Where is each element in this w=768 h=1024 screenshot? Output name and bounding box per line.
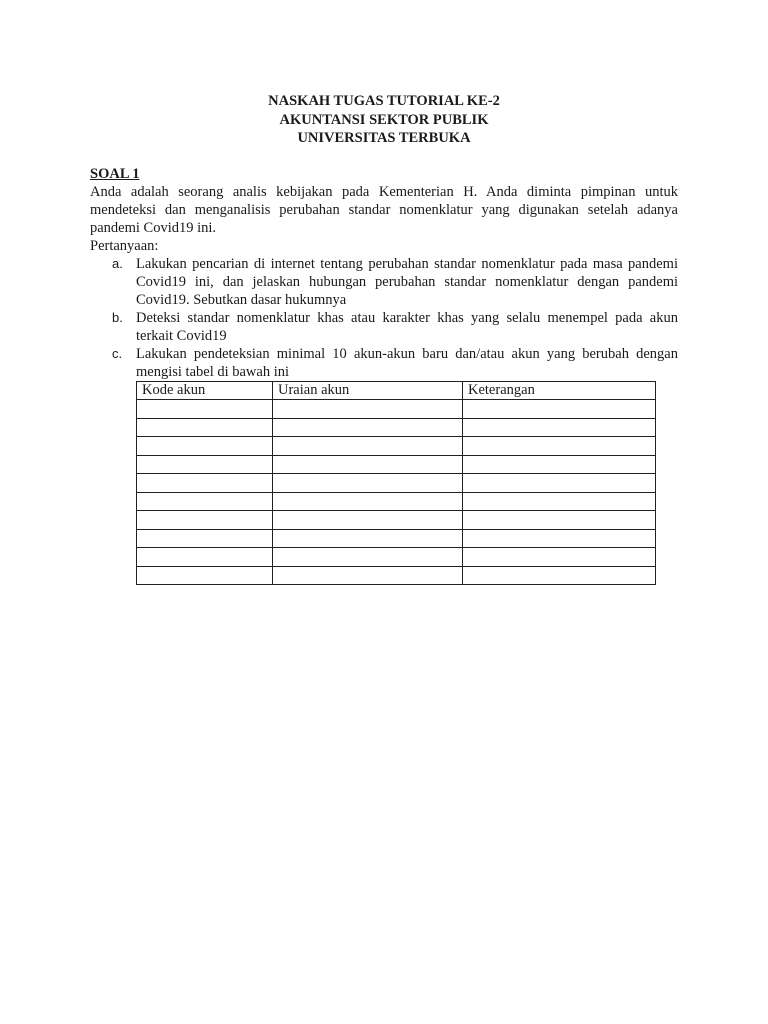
question-marker: a. <box>112 255 123 271</box>
table-cell <box>137 566 273 585</box>
table-cell <box>137 474 273 493</box>
document-header <box>90 92 678 148</box>
document-page <box>90 92 678 585</box>
header-university-line: UNIVERSITAS TERBUKA <box>297 130 471 146</box>
table-cell <box>273 511 463 530</box>
table-cell <box>463 400 656 419</box>
table-row <box>137 511 656 530</box>
table-body <box>137 400 656 585</box>
table-row <box>137 492 656 511</box>
table-cell <box>137 492 273 511</box>
table-row <box>137 400 656 419</box>
question-item-b <box>90 309 678 345</box>
table-cell <box>137 400 273 419</box>
table-cell <box>463 511 656 530</box>
table-cell <box>273 437 463 456</box>
header-title-line: NASKAH TUGAS TUTORIAL KE-2 <box>268 93 500 109</box>
question-section-title: SOAL 1 <box>90 165 140 182</box>
table-cell <box>273 400 463 419</box>
table-cell <box>463 492 656 511</box>
question-marker: c. <box>112 345 123 361</box>
table-row <box>137 529 656 548</box>
header-uraian-akun: Uraian akun <box>273 381 463 400</box>
table-cell <box>137 455 273 474</box>
table-row <box>137 566 656 585</box>
question-intro: Anda adalah seorang analis kebijakan pada Kementerian H. Anda diminta pimpinan untuk mendeteksi dan menganalisis perubahan standar nomenklatur yang digunakan setelah adanya pandemi Covid19 ini. <box>90 183 678 236</box>
table-cell <box>273 548 463 567</box>
table-cell <box>273 455 463 474</box>
table-cell <box>463 529 656 548</box>
question-item-c <box>90 345 678 381</box>
table-cell <box>463 548 656 567</box>
question-text: Deteksi standar nomenklatur khas atau karakter khas yang selalu menempel pada akun terkait Covid19 <box>136 309 678 344</box>
table-cell <box>137 418 273 437</box>
table-cell <box>273 529 463 548</box>
table-cell <box>273 566 463 585</box>
question-list <box>90 255 678 381</box>
table-cell <box>137 529 273 548</box>
table-cell <box>273 418 463 437</box>
table-cell <box>137 511 273 530</box>
table-row <box>137 418 656 437</box>
account-table <box>136 381 656 586</box>
table-row <box>137 437 656 456</box>
table-cell <box>463 566 656 585</box>
table-cell <box>463 455 656 474</box>
table-cell <box>137 437 273 456</box>
questions-label: Pertanyaan: <box>90 237 159 254</box>
header-keterangan: Keterangan <box>463 381 656 400</box>
question-text: Lakukan pendeteksian minimal 10 akun-akun baru dan/atau akun yang berubah dengan mengisi tabel di bawah ini <box>136 345 678 380</box>
table-row <box>137 548 656 567</box>
question-item-a <box>90 255 678 309</box>
table-cell <box>273 492 463 511</box>
table-row <box>137 455 656 474</box>
question-marker: b. <box>112 309 123 325</box>
question-text: Lakukan pencarian di internet tentang perubahan standar nomenklatur pada masa pandemi Covid19 ini, dan jelaskan hubungan perubahan standar nomenklatur dengan pandemi Covid19. Sebutkan dasar hukumnya <box>136 255 678 308</box>
table-cell <box>273 474 463 493</box>
header-course-line: AKUNTANSI SEKTOR PUBLIK <box>279 111 489 128</box>
table-cell <box>463 437 656 456</box>
table-cell <box>463 474 656 493</box>
table-header-row <box>137 381 656 400</box>
header-kode-akun: Kode akun <box>137 381 273 400</box>
table-cell <box>463 418 656 437</box>
table-row <box>137 474 656 493</box>
table-cell <box>137 548 273 567</box>
